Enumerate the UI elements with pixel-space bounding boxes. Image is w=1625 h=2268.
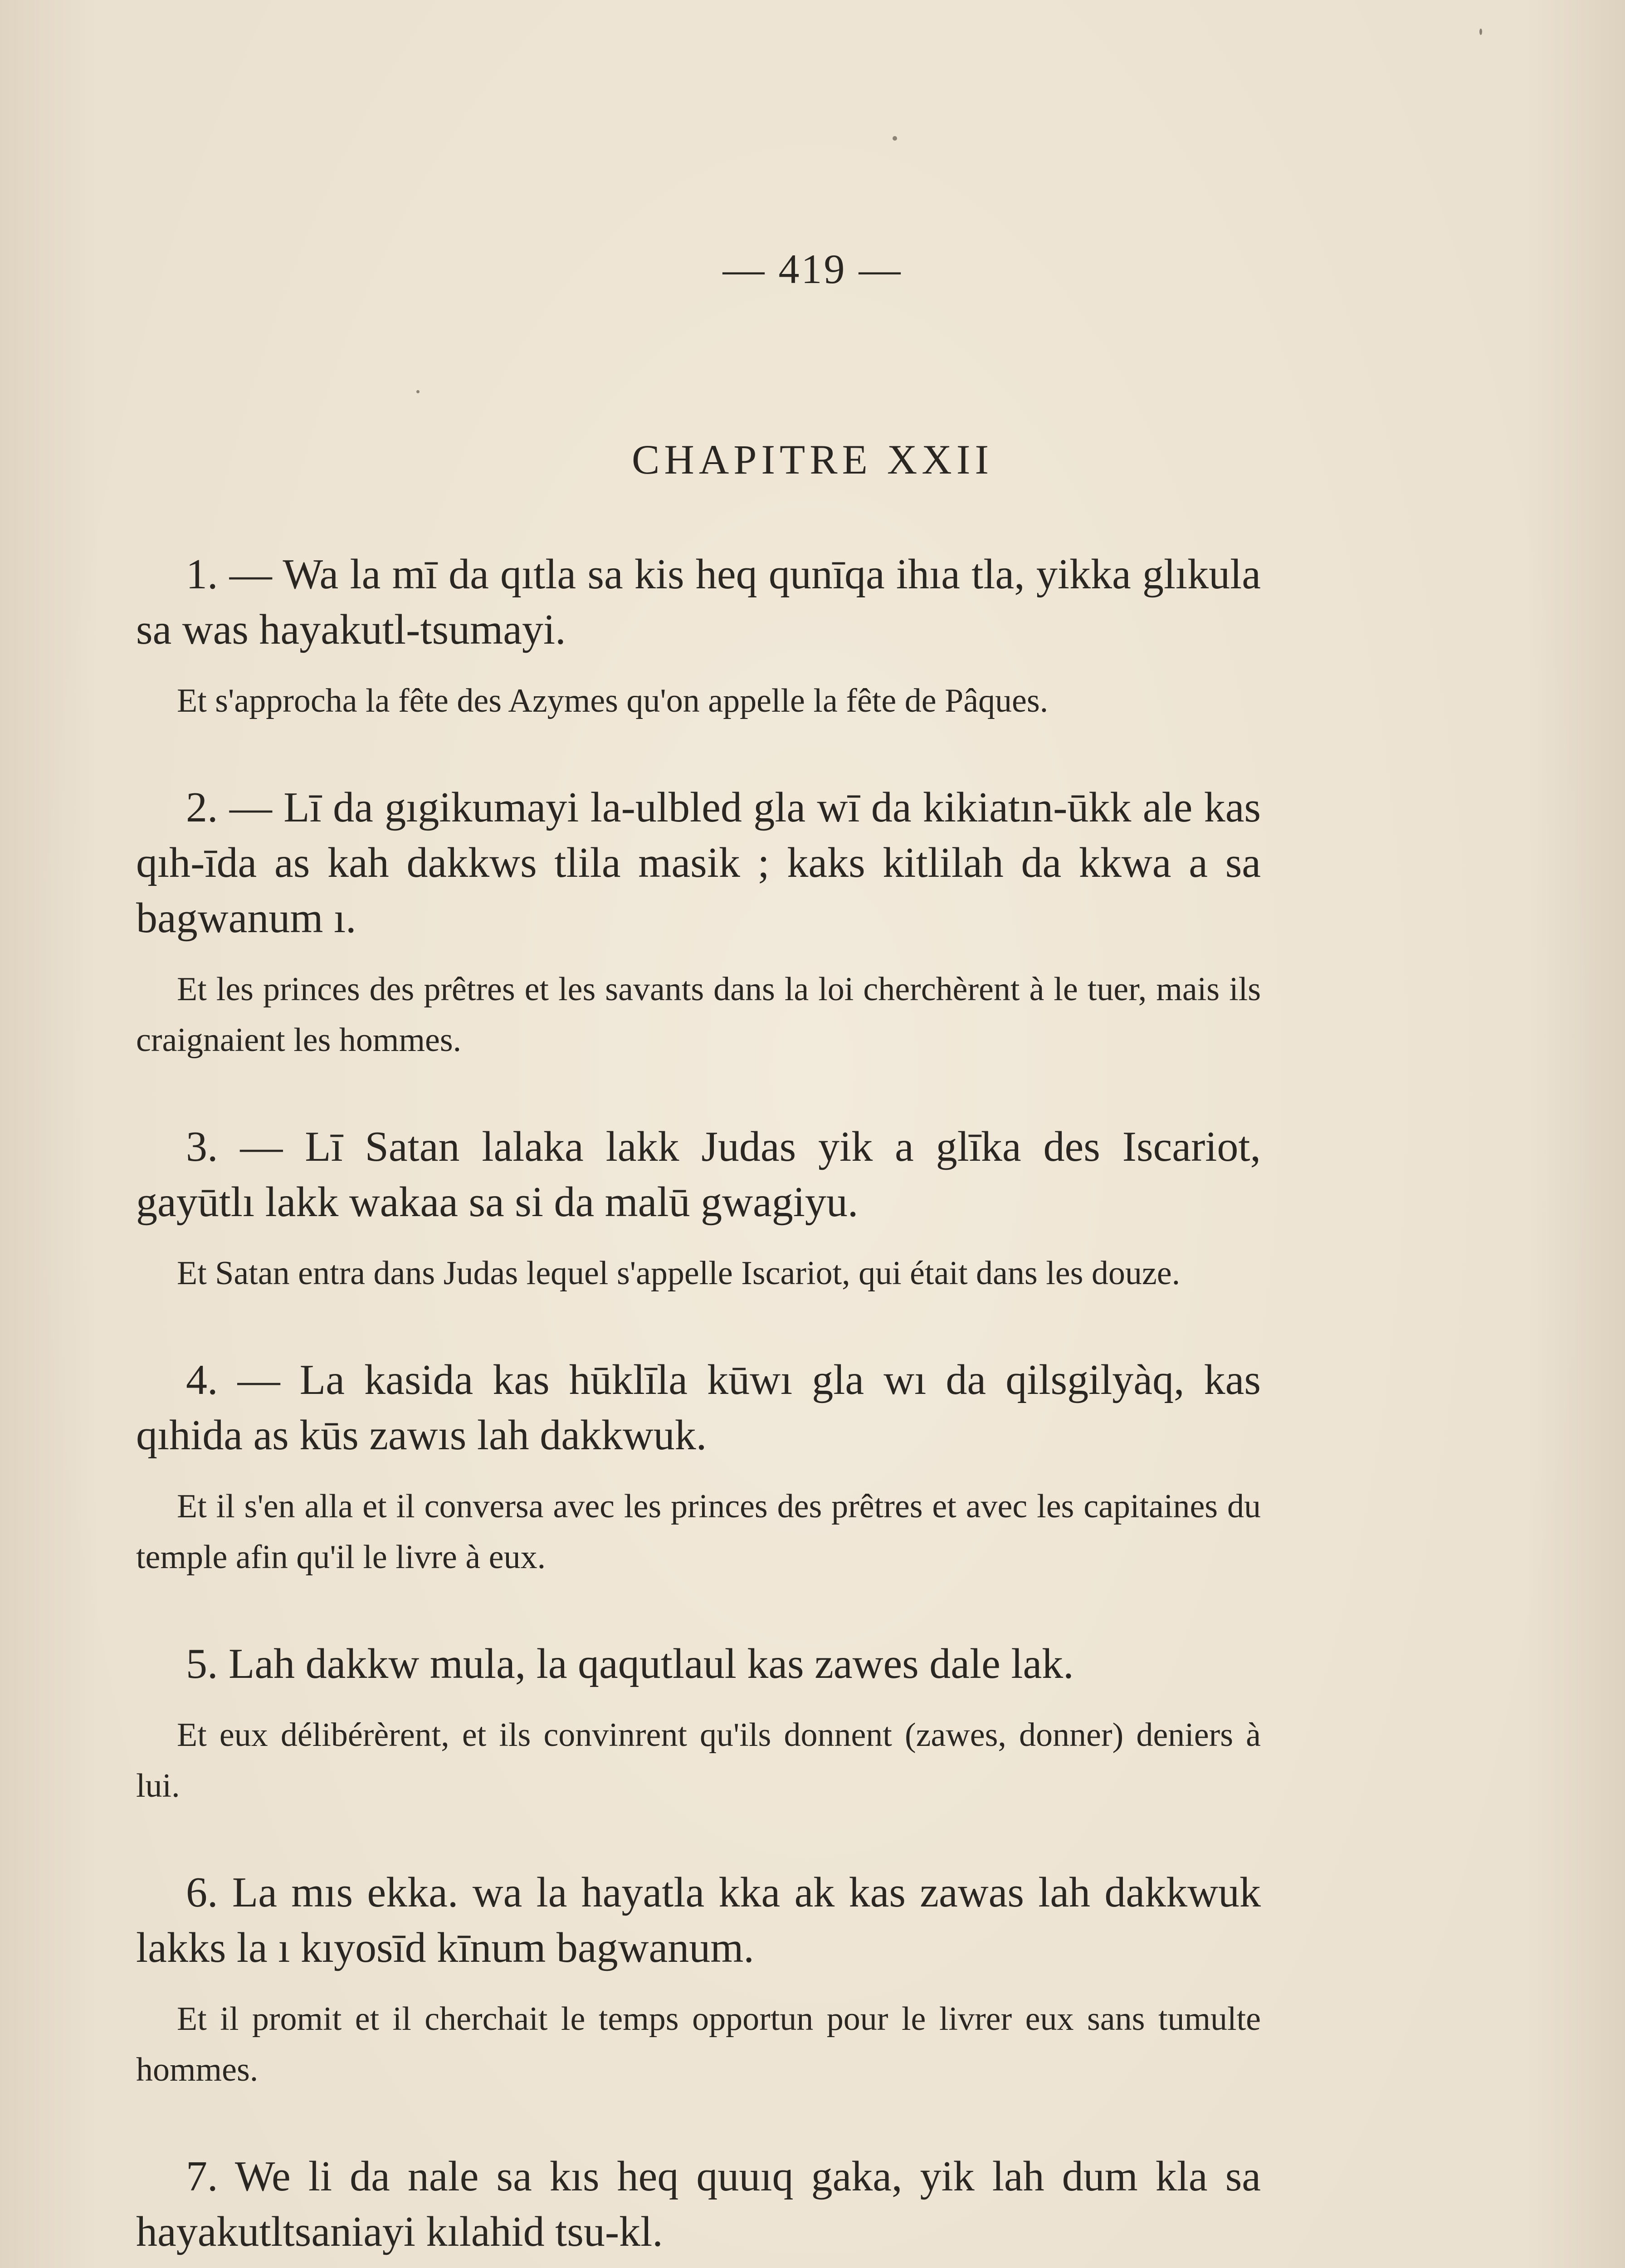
verse-translation: Et s'approcha la fête des Azymes qu'on appelle la fête de Pâques. (177, 682, 1049, 719)
verse-number: 3. (186, 1123, 218, 1170)
verse-original-text (136, 780, 1261, 946)
verse-5 (136, 1636, 1261, 1811)
verse-translation: Et il s'en alla et il conversa avec les princes des prêtres et avec les capitaines du temple afin qu'il le livre à eux. (136, 1488, 1261, 1576)
verse-number: 5. (186, 1640, 218, 1687)
verse-list (136, 547, 1261, 2268)
verse-translation: Et Satan entra dans Judas lequel s'appelle Iscariot, qui était dans les douze. (177, 1255, 1181, 1292)
verse-original-words: We li da nale sa kıs heq quuıq gaka, yik lah dum kla sa hayakutltsaniayi kılahid tsu-kl. (136, 2153, 1261, 2255)
verse-1 (136, 547, 1261, 726)
verse-translation: Et les princes des prêtres et les savants dans la loi cherchèrent à le tuer, mais ils craignaient les hommes. (136, 971, 1261, 1059)
verse-original-text (136, 2149, 1261, 2259)
verse-3 (136, 1119, 1261, 1299)
verse-original-words: La mıs ekka. wa la hayatla kka ak kas zawas lah dakkwuk lakks la ı kıyosīd kīnum bagwanum. (136, 1869, 1261, 1971)
verse-4 (136, 1352, 1261, 1583)
verse-original-words: — Lī Satan lalaka lakk Judas yik a glīka des Iscariot, gayūtlı lakk wakaa sa si da malū gwagiyu. (136, 1123, 1261, 1226)
verse-7 (136, 2149, 1261, 2259)
verse-original-text (136, 1865, 1261, 1975)
verse-original-words: — Lī da gıgikumayi la-ulbled gla wī da kikiatın-ūkk ale kas qıh-īda as kah dakkws tlila masik ; kaks kitlilah da kkwa a sa bagwanum ı. (136, 784, 1261, 942)
verse-original-text (136, 1352, 1261, 1463)
ink-speck (416, 390, 420, 393)
verse-number: 6. (186, 1869, 218, 1916)
ink-speck (893, 136, 897, 141)
verse-number: 2. (186, 784, 218, 831)
ink-speck (1479, 29, 1482, 35)
verse-translation: Et eux délibérèrent, et ils convinrent qu'ils donnent (zawes, donner) deniers à lui. (136, 1716, 1261, 1804)
verse-original-words: — La kasida kas hūklīla kūwı gla wı da qilsgilyàq, kas qıhida as kūs zawıs lah dakkwuk. (136, 1356, 1261, 1459)
verse-number: 4. (186, 1356, 218, 1403)
verse-original-words: — Wa la mī da qıtla sa kis heq qunīqa ihıa tla, yikka glıkula sa was hayakutl-tsumayi. (136, 551, 1261, 653)
verse-original-text (136, 547, 1261, 657)
verse-2 (136, 780, 1261, 1066)
verse-original-text (136, 1636, 1261, 1691)
verse-translation: Et il promit et il cherchait le temps opportun pour le livrer eux sans tumulte hommes. (136, 2000, 1261, 2088)
verse-number: 1. (186, 551, 218, 598)
verse-number: 7. (186, 2153, 218, 2200)
page-number: — 419 — (722, 246, 903, 292)
verse-original-text (136, 1119, 1261, 1230)
chapter-title: CHAPITRE XXII (632, 436, 993, 483)
verse-6 (136, 1865, 1261, 2095)
verse-original-words: Lah dakkw mula, la qaqutlaul kas zawes dale lak. (229, 1640, 1074, 1687)
